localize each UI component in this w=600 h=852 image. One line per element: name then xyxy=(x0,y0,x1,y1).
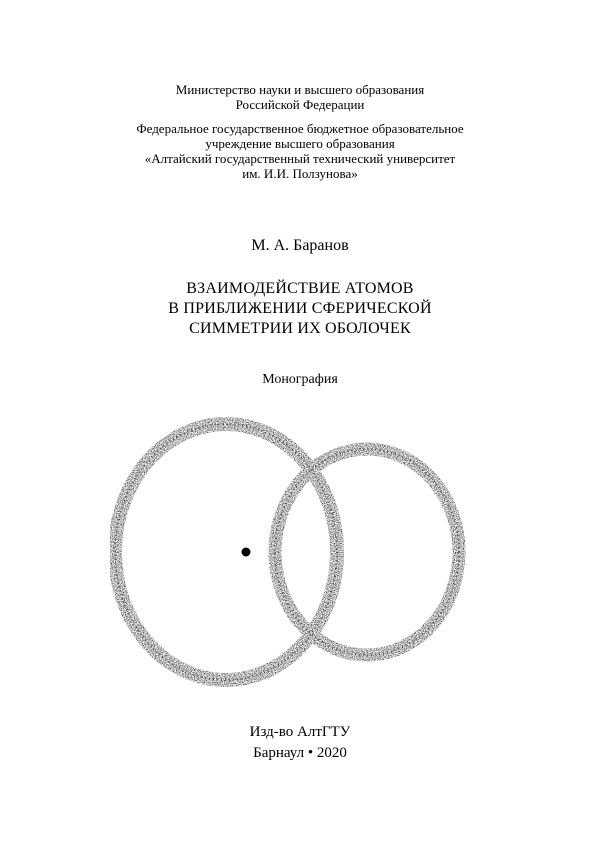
title-line-1: ВЗАИМОДЕЙСТВИЕ АТОМОВ xyxy=(186,280,414,297)
university-line-2: учреждение высшего образования xyxy=(205,136,395,151)
university-line-3: «Алтайский государственный технический университет xyxy=(144,151,456,166)
large-atom-shell xyxy=(115,424,337,680)
genre-label: Монография xyxy=(262,372,338,387)
overlapping-atoms-illustration xyxy=(110,408,480,698)
book-title xyxy=(0,279,600,339)
title-line-3: СИММЕТРИИ ИХ ОБОЛОЧЕК xyxy=(189,320,411,337)
publisher-label: Изд-во АлтГТУ xyxy=(249,724,351,740)
university-heading xyxy=(0,121,600,181)
nucleus-dot xyxy=(242,548,251,557)
ministry-heading xyxy=(0,82,600,112)
ministry-line-1: Министерство науки и высшего образования xyxy=(175,82,425,97)
imprint xyxy=(0,722,600,764)
ministry-line-2: Российской Федерации xyxy=(235,97,365,112)
author-name: М. А. Баранов xyxy=(251,237,349,254)
title-line-2: В ПРИБЛИЖЕНИИ СФЕРИЧЕСКОЙ xyxy=(168,300,432,317)
small-atom-shell xyxy=(275,449,459,655)
university-line-1: Федеральное государственное бюджетное образовательное xyxy=(136,121,464,136)
city-year-label: Барнаул • 2020 xyxy=(253,745,347,761)
university-line-4: им. И.И. Ползунова» xyxy=(242,166,358,181)
